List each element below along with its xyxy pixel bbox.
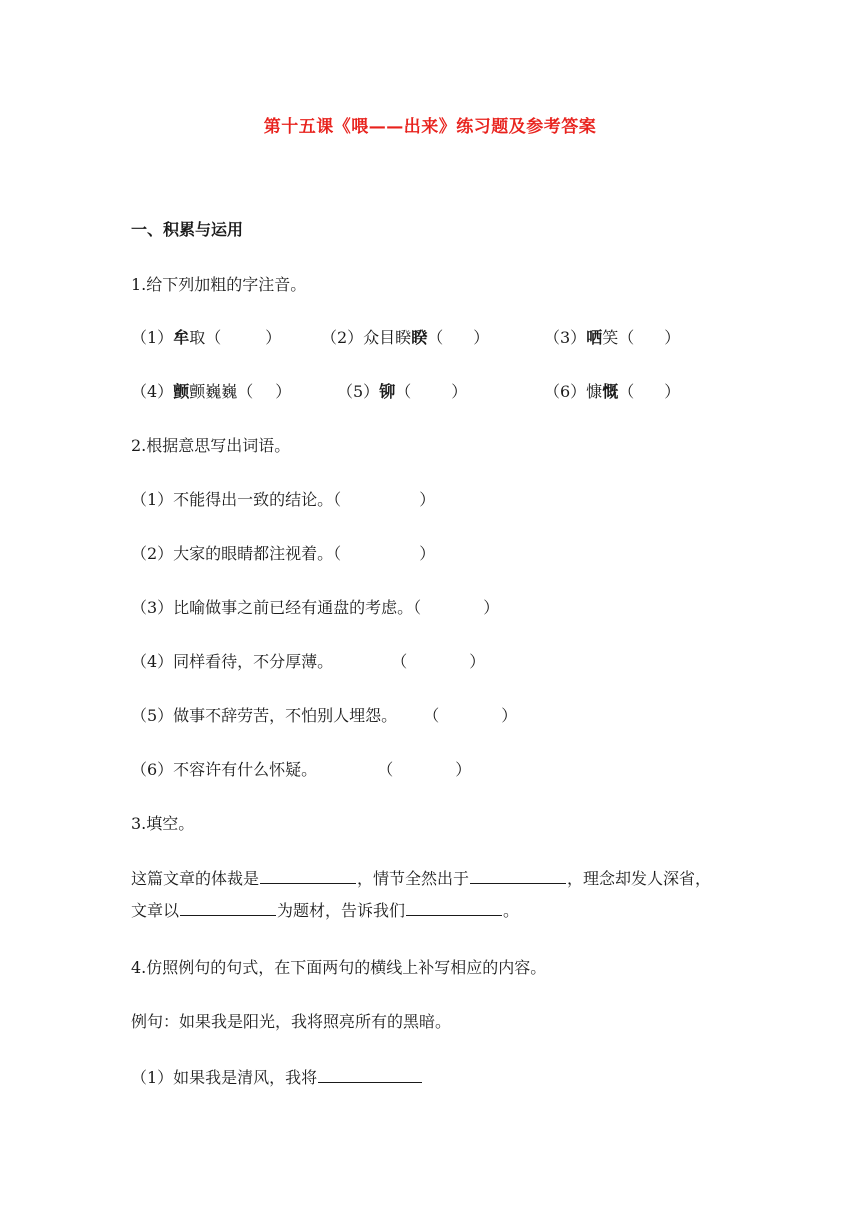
q2-item-4: （4）同样看待，不分厚薄。 （ ） xyxy=(131,652,486,671)
q1-item-6: （6）慷慨（ ） xyxy=(544,382,681,401)
q1-item-2: （2）众目睽睽（ ） xyxy=(321,328,490,347)
section-heading: 一、积累与运用 xyxy=(131,220,244,239)
document-title: 第十五课《喂——出来》练习题及参考答案 xyxy=(263,117,597,137)
q2-item-1: （1）不能得出一致的结论。（ ） xyxy=(131,490,436,509)
q4-example: 例句：如果我是阳光，我将照亮所有的黑暗。 xyxy=(131,1012,452,1031)
question-2-stem: 2.根据意思写出词语。 xyxy=(131,436,291,455)
q2-item-5: （5）做事不辞劳苦，不怕别人埋怨。 （ ） xyxy=(131,706,518,725)
q2-item-2: （2）大家的眼睛都注视着。（ ） xyxy=(131,544,436,563)
q1-item-5: （5）铆（ ） xyxy=(337,382,468,401)
fill-blank-genre[interactable] xyxy=(260,866,356,884)
question-4-stem: 4.仿照例句的句式，在下面两句的横线上补写相应的内容。 xyxy=(131,958,547,977)
q2-item-6: （6）不容许有什么怀疑。 （ ） xyxy=(131,760,472,779)
q3-line-2: 文章以 为题材，告诉我们 。 xyxy=(131,898,519,922)
q1-item-4: （4）颤颤巍巍（ ） xyxy=(131,382,292,401)
q2-item-3: （3）比喻做事之前已经有通盘的考虑。（ ） xyxy=(131,598,500,617)
q4-item-1: （1）如果我是清风，我将 xyxy=(131,1065,423,1089)
question-1-stem: 1.给下列加粗的字注音。 xyxy=(131,275,307,294)
fill-blank-theme[interactable] xyxy=(180,898,276,916)
question-3-stem: 3.填空。 xyxy=(131,814,195,833)
q3-line-1: 这篇文章的体裁是 ，情节全然出于 ，理念却发人深省， xyxy=(131,866,711,890)
q1-item-1: （1）牟取（ ） xyxy=(131,328,282,347)
fill-blank-lesson[interactable] xyxy=(406,898,502,916)
fill-blank-q4-1[interactable] xyxy=(318,1065,422,1083)
q1-item-3: （3）哂笑（ ） xyxy=(544,328,681,347)
fill-blank-plot[interactable] xyxy=(470,866,566,884)
